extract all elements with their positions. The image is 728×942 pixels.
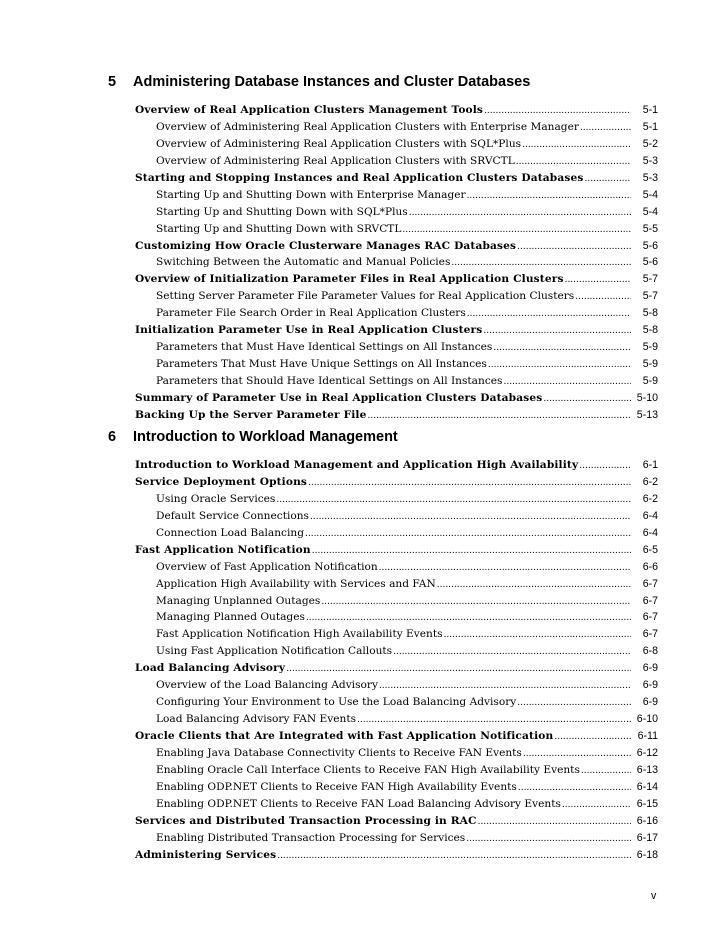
toc-subsection-entry[interactable] (108, 643, 668, 660)
toc-entry-page: 5-4 (642, 205, 658, 218)
dot-leader (562, 796, 631, 814)
toc-entry-page: 6-7 (642, 577, 658, 590)
toc-entry-title: Enabling ODP.NET Clients to Receive FAN Load Balancing Advisory Events (156, 797, 561, 810)
toc-subsection-entry[interactable] (108, 525, 668, 542)
toc-entry-page: 6-10 (636, 713, 658, 726)
dot-leader (306, 609, 631, 627)
toc-entry-title: Using Fast Application Notification Callouts (156, 645, 393, 658)
chapter-title: Administering Database Instances and Cluster Databases (133, 74, 531, 90)
toc-entry-page: 6-12 (636, 746, 658, 759)
toc-entry-title: Service Deployment Options (135, 475, 308, 488)
dot-leader (379, 677, 631, 695)
toc-entry-page: 6-7 (642, 628, 658, 641)
toc-subsection-entry[interactable] (108, 153, 668, 170)
dot-leader (437, 576, 631, 594)
toc-section-entry[interactable] (108, 170, 668, 187)
toc-entry-title: Connection Load Balancing (156, 526, 304, 539)
toc-subsection-entry[interactable] (108, 119, 668, 136)
toc-subsection-entry[interactable] (108, 204, 668, 221)
toc-entry-title: Parameters that Must Have Identical Settings on All Instances (156, 341, 493, 354)
toc-entry-page: 6-8 (642, 645, 658, 658)
chapter-title: Introduction to Workload Management (133, 429, 398, 445)
toc-entry-title: Default Service Connections (156, 509, 309, 522)
toc-subsection-entry[interactable] (108, 762, 668, 779)
dot-leader (580, 119, 631, 137)
toc-entry-page: 5-5 (642, 222, 658, 235)
toc-entry-title: Managing Planned Outages (156, 611, 305, 624)
dot-leader (503, 373, 631, 391)
toc-entry-title: Configuring Your Environment to Use the Load Balancing Advisory (156, 696, 517, 709)
toc-entry-title: Application High Availability with Services and FAN (156, 577, 436, 590)
toc-section-entry[interactable] (108, 390, 668, 407)
toc-subsection-entry[interactable] (108, 694, 668, 711)
toc-entry-title: Fast Application Notification High Availability Events (156, 628, 443, 641)
toc-entry-title: Introduction to Workload Management and Application High Availability (135, 459, 579, 471)
toc-entry-title: Load Balancing Advisory (135, 662, 286, 675)
toc-subsection-entry[interactable] (108, 609, 668, 626)
dot-leader (467, 187, 631, 205)
toc-entry-page: 6-7 (642, 611, 658, 624)
toc-entry-title: Services and Distributed Transaction Processing in RAC (135, 814, 477, 827)
dot-leader (321, 593, 631, 611)
toc-entry-page: 5-9 (642, 341, 658, 354)
toc-subsection-entry[interactable] (108, 626, 668, 643)
toc-entry-page: 5-6 (642, 256, 658, 269)
toc-entry-title: Starting Up and Shutting Down with SQL*Plus (156, 205, 408, 218)
toc-entry-page: 6-5 (642, 543, 658, 556)
toc-subsection-entry[interactable] (108, 576, 668, 593)
toc-section-entry[interactable] (108, 813, 668, 830)
dot-leader (308, 474, 631, 492)
toc-section-entry[interactable] (108, 102, 668, 119)
chapter-number: 6 (108, 429, 117, 445)
toc-subsection-entry[interactable] (108, 339, 668, 356)
toc-entry-title: Enabling Distributed Transaction Processing for Services (156, 831, 466, 844)
toc-subsection-entry[interactable] (108, 356, 668, 373)
dot-leader (581, 762, 631, 780)
toc-entry-title: Overview of the Load Balancing Advisory (156, 679, 378, 692)
toc-entry-page: 5-13 (636, 408, 658, 421)
dot-leader (579, 457, 631, 475)
toc-subsection-entry[interactable] (108, 796, 668, 813)
toc-entry-page: 5-9 (642, 358, 658, 371)
toc-entry-title: Administering Services (135, 848, 277, 861)
toc-subsection-entry[interactable] (108, 779, 668, 796)
toc-entry-page: 5-3 (642, 171, 658, 184)
toc-entry-title: Overview of Administering Real Application Clusters with SRVCTL (156, 154, 515, 167)
toc-entry-page: 6-2 (642, 475, 658, 488)
toc-entry-title: Overview of Real Application Clusters Management Tools (135, 104, 484, 116)
toc-subsection-entry[interactable] (108, 288, 668, 305)
toc-entry-page: 6-4 (642, 509, 658, 522)
page-number: v (651, 890, 657, 902)
dot-leader (493, 339, 631, 357)
toc-entry-page: 6-16 (636, 814, 658, 827)
toc-entry-title: Customizing How Oracle Clusterware Manages RAC Databases (135, 239, 517, 252)
toc-entry-title: Enabling Java Database Connectivity Clients to Receive FAN Events (156, 746, 522, 759)
dot-leader (478, 813, 631, 831)
toc-entry-page: 5-8 (642, 307, 658, 320)
toc-subsection-entry[interactable] (108, 136, 668, 153)
toc-entry-title: Starting and Stopping Instances and Real Application Clusters Databases (135, 171, 584, 184)
toc-entry-page: 5-7 (642, 290, 658, 303)
dot-leader (312, 542, 631, 560)
toc-section-entry[interactable] (108, 271, 668, 288)
dot-leader (286, 660, 631, 678)
chapter-entries (108, 457, 668, 864)
dot-leader (402, 221, 631, 239)
toc-entry-title: Backing Up the Server Parameter File (135, 408, 367, 421)
chapter-5-section (108, 74, 668, 424)
toc-section-entry[interactable] (108, 407, 668, 424)
toc-entry-page: 5-1 (642, 104, 658, 116)
toc-entry-title: Overview of Fast Application Notification (156, 560, 378, 573)
dot-leader (393, 643, 631, 661)
toc-entry-page: 6-9 (642, 662, 658, 675)
dot-leader (367, 407, 631, 425)
toc-entry-title: Overview of Administering Real Application Clusters with SQL*Plus (156, 137, 522, 150)
toc-entry-title: Oracle Clients that Are Integrated with Fast Application Notification (135, 730, 554, 742)
toc-section-entry[interactable] (108, 474, 668, 491)
toc-section-entry[interactable] (108, 457, 668, 474)
toc-entry-title: Load Balancing Advisory FAN Events (156, 713, 357, 726)
dot-leader (310, 508, 631, 526)
toc-entry-page: 6-9 (642, 696, 658, 709)
toc-section-entry[interactable] (108, 238, 668, 255)
toc-entry-page: 6-17 (636, 831, 658, 844)
toc-entry-page: 6-13 (636, 763, 658, 776)
dot-leader (522, 136, 631, 154)
dot-leader (305, 525, 631, 543)
toc-subsection-entry[interactable] (108, 677, 668, 694)
toc-subsection-entry[interactable] (108, 593, 668, 610)
toc-subsection-entry[interactable] (108, 305, 668, 322)
toc-subsection-entry[interactable] (108, 711, 668, 728)
toc-section-entry[interactable] (108, 847, 668, 864)
dot-leader (483, 322, 631, 340)
dot-leader (516, 153, 631, 171)
dot-leader (575, 288, 631, 306)
toc-entry-title: Parameters that Should Have Identical Settings on All Instances (156, 375, 503, 387)
toc-subsection-entry[interactable] (108, 830, 668, 847)
toc-subsection-entry[interactable] (108, 559, 668, 576)
toc-section-entry[interactable] (108, 542, 668, 559)
dot-leader (554, 728, 631, 746)
dot-leader (518, 779, 631, 797)
toc-subsection-entry[interactable] (108, 221, 668, 238)
toc-entry-title: Managing Unplanned Outages (156, 594, 321, 607)
toc-entry-page: 6-11 (637, 730, 658, 742)
toc-entry-page: 6-9 (642, 679, 658, 692)
dot-leader (517, 694, 631, 712)
toc-entry-page: 5-4 (642, 188, 658, 201)
dot-leader (584, 170, 631, 188)
toc-section-entry[interactable] (108, 322, 668, 339)
toc-subsection-entry[interactable] (108, 254, 668, 271)
dot-leader (565, 271, 631, 289)
toc-entry-title: Starting Up and Shutting Down with SRVCTL (156, 222, 402, 235)
dot-leader (409, 204, 631, 222)
toc-subsection-entry[interactable] (108, 745, 668, 762)
toc-entry-page: 5-3 (642, 154, 658, 167)
chapter-6-section (108, 429, 668, 864)
toc-entry-page: 5-7 (642, 273, 658, 286)
toc-section-entry[interactable] (108, 660, 668, 677)
toc-entry-title: Overview of Administering Real Application Clusters with Enterprise Manager (156, 120, 579, 133)
dot-leader (517, 238, 631, 256)
dot-leader (543, 390, 631, 408)
toc-entry-page: 5-6 (642, 239, 658, 252)
toc-entry-title: Overview of Initialization Parameter Files in Real Application Clusters (135, 273, 564, 286)
toc-entry-page: 6-7 (642, 594, 658, 607)
toc-subsection-entry[interactable] (108, 373, 668, 390)
toc-entry-page: 6-6 (642, 560, 658, 573)
toc-entry-page: 6-18 (636, 848, 658, 861)
toc-entry-title: Parameter File Search Order in Real Application Clusters (156, 307, 466, 320)
toc-entry-title: Setting Server Parameter File Parameter Values for Real Application Clusters (156, 290, 575, 303)
dot-leader (466, 830, 631, 848)
toc-entry-title: Using Oracle Services (156, 492, 276, 505)
toc-entry-page: 5-10 (636, 391, 658, 404)
toc-subsection-entry[interactable] (108, 508, 668, 525)
toc-entry-page: 6-15 (636, 797, 658, 810)
toc-entry-title: Switching Between the Automatic and Manual Policies (156, 256, 451, 269)
toc-entry-page: 6-2 (642, 492, 658, 505)
toc-entry-title: Parameters That Must Have Unique Settings on All Instances (156, 358, 487, 371)
dot-leader (488, 356, 631, 374)
toc-section-entry[interactable] (108, 728, 668, 745)
toc-entry-title: Enabling ODP.NET Clients to Receive FAN High Availability Events (156, 780, 517, 793)
toc-entry-title: Enabling Oracle Call Interface Clients to Receive FAN High Availability Events (156, 763, 580, 776)
toc-entry-title: Summary of Parameter Use in Real Application Clusters Databases (135, 391, 543, 404)
chapter-heading (108, 429, 668, 451)
toc-entry-page: 6-1 (642, 459, 658, 471)
chapter-number: 5 (108, 74, 117, 90)
toc-entry-page: 6-4 (642, 526, 658, 539)
dot-leader (523, 745, 631, 763)
toc-subsection-entry[interactable] (108, 491, 668, 508)
toc-entry-page: 5-9 (642, 375, 658, 387)
dot-leader (467, 305, 631, 323)
dot-leader (451, 254, 631, 272)
toc-entry-page: 5-1 (642, 120, 658, 133)
chapter-heading (108, 74, 668, 96)
toc-entry-page: 5-2 (642, 137, 658, 150)
toc-entry-page: 6-14 (636, 780, 658, 793)
toc-entry-title: Initialization Parameter Use in Real Application Clusters (135, 324, 483, 337)
dot-leader (277, 847, 631, 865)
dot-leader (276, 491, 631, 509)
toc-entry-title: Starting Up and Shutting Down with Enterprise Manager (156, 188, 466, 201)
dot-leader (357, 711, 631, 729)
dot-leader (484, 102, 631, 120)
dot-leader (379, 559, 631, 577)
chapter-entries (108, 102, 668, 424)
dot-leader (444, 626, 631, 644)
toc-subsection-entry[interactable] (108, 187, 668, 204)
toc-entry-title: Fast Application Notification (135, 543, 311, 556)
toc-entry-page: 5-8 (642, 324, 658, 337)
